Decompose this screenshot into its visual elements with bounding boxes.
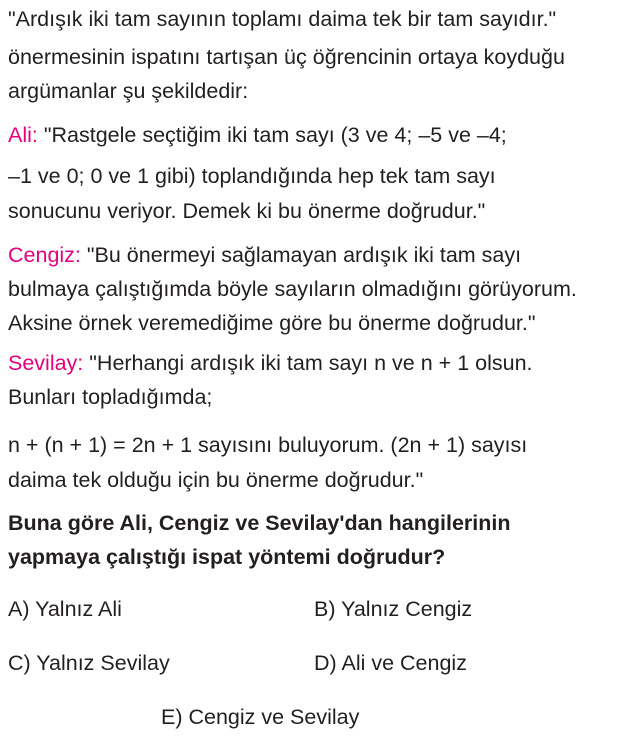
statement-line-2: önermesinin ispatını tartışan üç öğrencinin ortaya koyduğu bbox=[8, 45, 565, 69]
question-line-2: yapmaya çalıştığı ispat yöntemi doğrudur? bbox=[8, 545, 446, 569]
option-c[interactable]: C) Yalnız Sevilay bbox=[8, 651, 170, 675]
cengiz-argument-line-1 bbox=[8, 240, 521, 270]
ali-argument-line-3: sonucunu veriyor. Demek ki bu önerme doğrudur." bbox=[8, 199, 486, 223]
statement-line-3: argümanlar şu şekildedir: bbox=[8, 79, 249, 103]
sevilay-text-1: "Herhangi ardışık iki tam sayı n ve n + 1 olsun. bbox=[89, 351, 533, 375]
cengiz-argument-line-3: Aksine örnek veremediğime göre bu önerme doğrudur." bbox=[8, 311, 536, 335]
option-b[interactable]: B) Yalnız Cengiz bbox=[314, 597, 473, 621]
sevilay-argument-line-2: Bunları topladığımda; bbox=[8, 385, 213, 409]
ali-argument-line-1 bbox=[8, 120, 507, 150]
ali-argument-line-2: –1 ve 0; 0 ve 1 gibi) toplandığında hep tek tam sayı bbox=[8, 164, 496, 188]
cengiz-text-1: "Bu önermeyi sağlamayan ardışık iki tam sayı bbox=[86, 243, 522, 267]
option-a[interactable]: A) Yalnız Ali bbox=[8, 597, 122, 621]
cengiz-argument-line-2: bulmaya çalıştığımda böyle sayıların olmadığını görüyorum. bbox=[8, 277, 577, 301]
option-e[interactable]: E) Cengiz ve Sevilay bbox=[161, 705, 360, 729]
sevilay-argument-line-3: n + (n + 1) = 2n + 1 sayısını buluyorum. (2n + 1) sayısı bbox=[8, 433, 528, 457]
speaker-ali: Ali: bbox=[8, 123, 38, 147]
sevilay-argument-line-1 bbox=[8, 348, 533, 378]
sevilay-argument-line-4: daima tek olduğu için bu önerme doğrudur." bbox=[8, 468, 424, 492]
speaker-cengiz: Cengiz: bbox=[8, 243, 81, 267]
question-line-1: Buna göre Ali, Cengiz ve Sevilay'dan hangilerinin bbox=[8, 511, 511, 535]
speaker-sevilay: Sevilay: bbox=[8, 351, 84, 375]
ali-text-1: "Rastgele seçtiğim iki tam sayı (3 ve 4; –5 ve –4; bbox=[43, 123, 507, 147]
statement-line-1: "Ardışık iki tam sayının toplamı daima tek bir tam sayıdır." bbox=[8, 7, 557, 31]
option-d[interactable]: D) Ali ve Cengiz bbox=[314, 651, 467, 675]
